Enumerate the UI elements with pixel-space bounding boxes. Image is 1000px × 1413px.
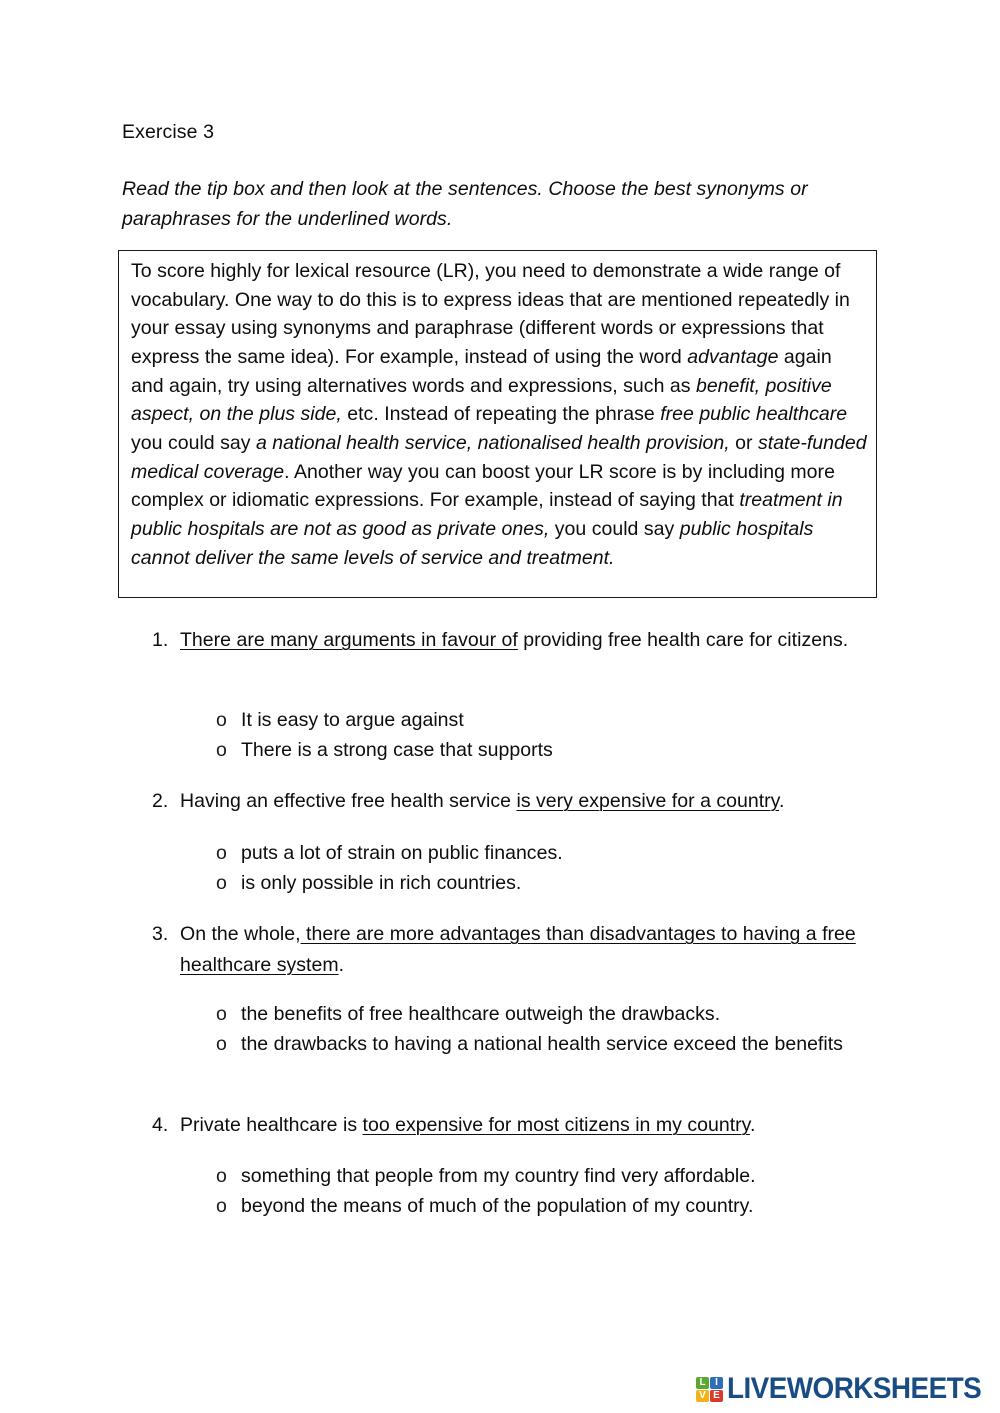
live-tile-l: L (696, 1377, 709, 1389)
option-item[interactable] (216, 736, 876, 766)
option-item[interactable] (216, 839, 876, 869)
question-number: 1. (152, 629, 169, 651)
question-text: Having an effective free health service is very expensive for a country. (180, 790, 785, 812)
logo-wordmark: LIVEWORKSHEETS (727, 1372, 982, 1405)
question-number: 3. (152, 923, 169, 945)
option-item[interactable] (216, 869, 876, 899)
option-label: something that people from my country find very affordable. (241, 1165, 756, 1187)
option-item[interactable] (216, 1030, 861, 1060)
option-label: puts a lot of strain on public finances. (241, 842, 563, 864)
option-label: the benefits of free healthcare outweigh the drawbacks. (241, 1003, 721, 1025)
bullet-marker-icon: o (216, 842, 227, 864)
live-tile-i: I (710, 1377, 723, 1389)
option-item[interactable] (216, 1192, 876, 1222)
liveworksheets-logo[interactable] (696, 1374, 1000, 1404)
option-label: There is a strong case that supports (241, 738, 553, 761)
option-label: It is easy to argue against (241, 709, 464, 731)
bullet-marker-icon: o (216, 709, 227, 731)
bullet-marker-icon: o (216, 738, 227, 761)
option-item[interactable] (216, 706, 876, 736)
bullet-marker-icon: o (216, 1003, 227, 1025)
bullet-marker-icon: o (216, 871, 227, 894)
option-label: is only possible in rich countries. (241, 871, 522, 894)
question-number: 2. (152, 790, 169, 812)
instruction-text: Read the tip box and then look at the sentences. Choose the best synonyms or paraphrases for the underlined words. (122, 178, 808, 230)
question-text: Private healthcare is too expensive for most citizens in my country. (180, 1114, 756, 1136)
bullet-marker-icon: o (216, 1032, 227, 1055)
live-tile-e: E (710, 1390, 723, 1402)
option-item[interactable] (216, 1000, 861, 1030)
question-text: There are many arguments in favour of providing free health care for citizens. (180, 629, 849, 651)
option-label: the drawbacks to having a national health service exceed the benefits (241, 1032, 843, 1055)
question-text: On the whole, there are more advantages than disadvantages to having a free healthcare system. (180, 923, 856, 976)
option-item[interactable] (216, 1162, 876, 1192)
bullet-marker-icon: o (216, 1165, 227, 1187)
bullet-marker-icon: o (216, 1194, 227, 1217)
live-tiles-icon (696, 1377, 723, 1402)
tip-box-text: To score highly for lexical resource (LR), you need to demonstrate a wide range of vocabulary. One way to do this is to express ideas that are mentioned repeatedly in your essay using synonyms and paraphrase (different words or expressions that express the same idea). For example, instead of using the word advantage again and again, try using alternatives words and expressions, such as benefit, positive aspect, on the plus side, etc. Instead of repeating the phrase free public healthcare you could say a national health service, nationalised health provision, or state-funded medical coverage. Another way you can boost your LR score is by including more complex or idiomatic expressions. For example, instead of saying that treatment in public hospitals are not as good as private ones, you could say public hospitals cannot deliver the same levels of service and treatment. (131, 260, 867, 569)
option-group (216, 1000, 861, 1059)
option-group (216, 706, 876, 765)
live-tile-v: V (696, 1390, 709, 1402)
question-number: 4. (152, 1114, 169, 1136)
option-label: beyond the means of much of the population of my country. (241, 1194, 754, 1217)
option-group (216, 1162, 876, 1221)
option-group (216, 839, 876, 898)
page-title: Exercise 3 (122, 121, 215, 143)
tip-box (118, 250, 877, 598)
